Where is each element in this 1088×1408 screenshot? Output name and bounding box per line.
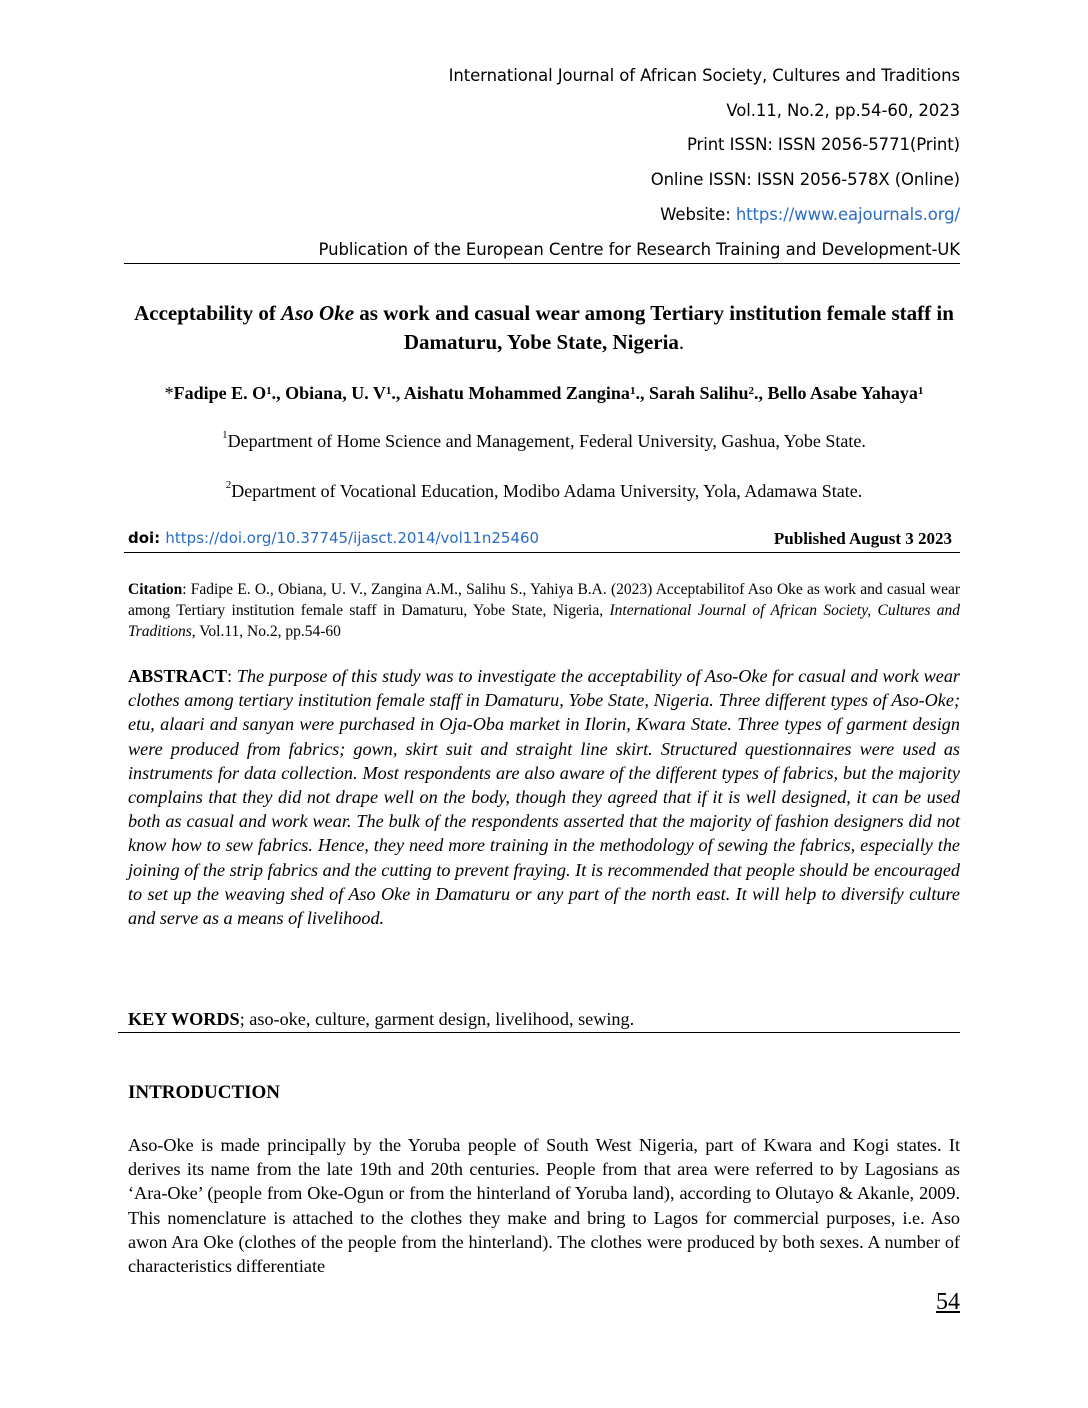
online-issn: Online ISSN: ISSN 2056-578X (Online) [650,170,960,189]
abstract-text: The purpose of this study was to investigate the acceptability of Aso-Oke for casual and work wear clothes among tertiary institution female staff in Damaturu, Yobe State, Nigeria. Three different types of Aso-Oke; etu, alaari and sanyan were purchased in Oja-Oba market in Ilorin, Kwara State. Three types of garment design were produced from fabrics; gown, skirt suit and straight line skirt. Structured questionnaires were used as instruments for data collection. Most respondents are also aware of the different types of fabrics, but the majority complains that they did not drape well on the body, though they agreed that if it is well designed, it can be used both as casual and work wear. The bulk of the respondents asserted that the majority of fashion designers did not know how to sew fabrics. Hence, they need more training in the methodology of sewing the fabrics, especially the joining of the strip fabrics and the cutting to prevent fraying. It is recommended that people should be encouraged to set up the weaving shed of Aso Oke in Damaturu or any part of the north east. It will help to diversify culture and serve as a means of livelihood. [128,666,960,929]
author-3-affil: 1 [629,385,636,397]
journal-name: International Journal of African Society, Cultures and Traditions [448,66,960,85]
print-issn: Print ISSN: ISSN 2056-5771(Print) [686,135,960,154]
abstract-label: ABSTRACT [128,666,228,686]
header-divider [124,263,960,264]
corresponding-mark: * [164,383,174,403]
abstract-colon: : [227,666,237,686]
title-italic: Aso Oke [281,301,355,325]
author-sep: ., [391,383,404,403]
citation-tail: , Vol.11, No.2, pp.54-60 [191,623,341,640]
doi-link[interactable]: https://doi.org/10.37745/ijasct.2014/vol11n25460 [165,529,540,547]
author-2-affil: 1 [385,385,392,397]
paper-title [128,299,960,357]
author-4: Sarah Salihu [648,383,749,403]
website-line [660,205,960,224]
author-2: Obiana, U. V [285,383,386,403]
affiliation-2-text: Department of Vocational Education, Modibo Adama University, Yola, Adamawa State. [231,481,863,501]
citation-label: Citation [128,581,183,598]
title-period: . [678,330,685,354]
citation [128,579,960,642]
author-1-affil: 1 [266,385,272,397]
affiliation-1 [128,431,960,452]
author-5-affil: 1 [917,385,924,397]
website-label: Website: [660,205,736,224]
abstract [128,664,960,930]
affiliation-2 [128,481,960,502]
keywords-label: KEY WORDS [128,1009,240,1029]
citation-text: : Fadipe E. O., Obiana, U. V., Zangina A.M., Salihu S., Yahiya B.A. (2023) Acceptabilitof Aso Oke as work and casual wear among Tertiary institution female staff in Damaturu, Yobe State, Nigeria, [128,581,960,619]
author-5: Bello Asabe Yahaya [767,383,918,403]
author-3: Aishatu Mohammed Zangina [403,383,630,403]
author-sep: ., [635,383,649,403]
publisher-line: Publication of the European Centre for Research Training and Development-UK [318,240,960,259]
author-1: Fadipe E. O [173,383,267,403]
page-number: 54 [936,1289,960,1315]
section-heading-introduction: INTRODUCTION [128,1082,281,1103]
author-sep: ., [271,383,286,403]
author-sep: ., [753,383,768,403]
affiliation-1-number: 1 [222,429,228,441]
keywords-text: ; aso-oke, culture, garment design, livelihood, sewing. [239,1009,635,1029]
doi-label: doi: [128,529,166,547]
author-4-affil: 2 [748,385,754,397]
affiliation-2-number: 2 [225,479,232,491]
doi-row [128,529,956,547]
title-text-2: as work and casual wear among Tertiary institution female staff in Damaturu, Yobe State, Nigeria [354,301,954,354]
published-date: Published August 3 2023 [773,529,952,548]
author-list [128,380,960,406]
title-text-1: Acceptability of [134,301,282,325]
keywords-divider [118,1032,960,1033]
citation-journal: International Journal of African Society, Cultures and Traditions [128,602,960,640]
doi-divider [124,552,960,553]
volume-info: Vol.11, No.2, pp.54-60, 2023 [726,101,960,120]
keywords [128,1009,960,1030]
affiliation-1-text: Department of Home Science and Management, Federal University, Gashua, Yobe State. [227,431,866,451]
introduction-paragraph: Aso-Oke is made principally by the Yoruba people of South West Nigeria, part of Kwara and Kogi states. It derives its name from the late 19th and 20th centuries. People from that area were referred to by Lagosians as ‘Ara-Oke’ (people from Oke-Ogun or from the hinterland of Yoruba land), according to Olutayo & Akanle, 2009. This nomenclature is attached to the clothes they make and bring to Lagos for commercial purposes, i.e. Aso awon Ara Oke (clothes of the people from the hinterland). The clothes were produced by both sexes. A number of characteristics differentiate [128,1135,960,1277]
website-link[interactable]: https://www.eajournals.org/ [735,205,960,224]
